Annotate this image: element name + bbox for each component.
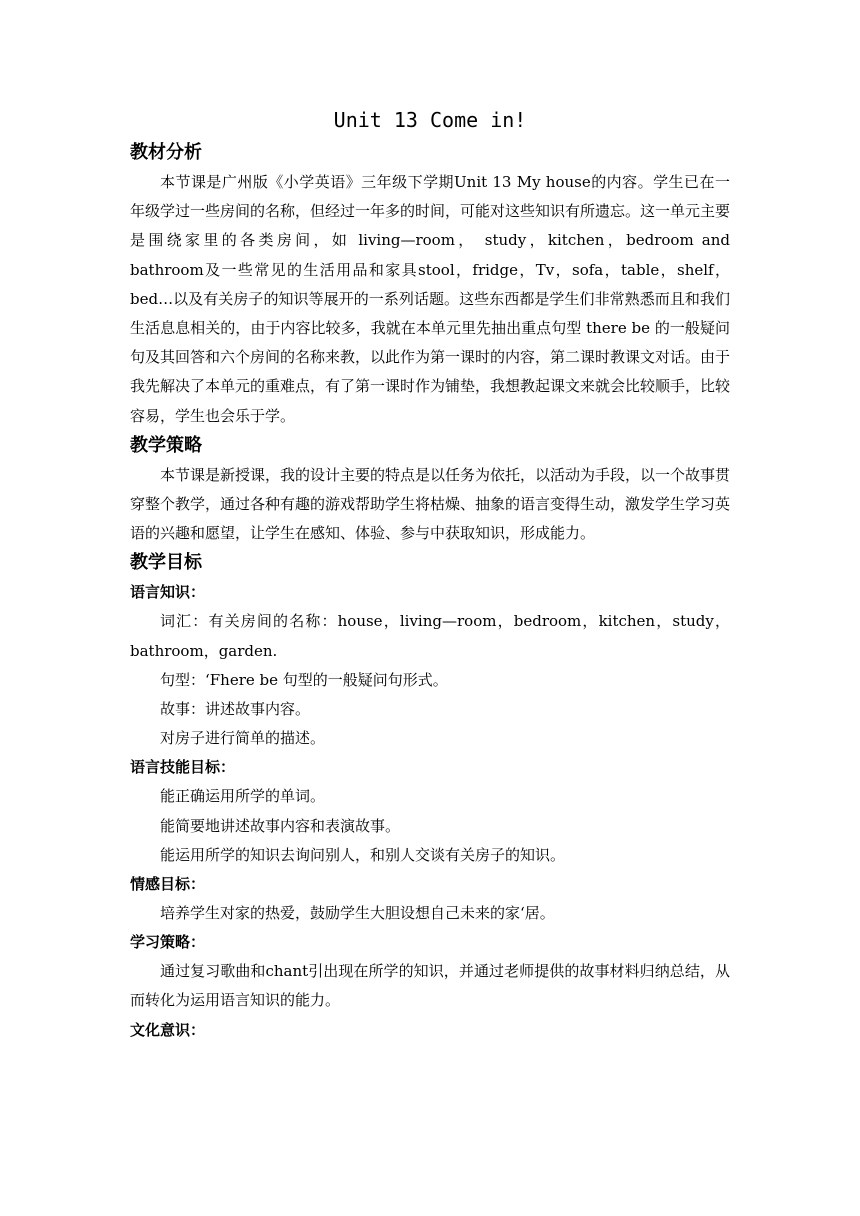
skill-goal-item: 能运用所学的知识去询问别人，和别人交谈有关房子的知识。 (160, 845, 566, 864)
document-page (130, 102, 730, 1045)
document-title: Unit 13 Come in! (333, 108, 527, 132)
subheading-culture: 文化意识： (130, 1020, 206, 1039)
story-line: 故事：讲述故事内容。 (160, 700, 311, 719)
subheading-language-knowledge: 语言知识： (130, 583, 206, 602)
skill-goal-item: 能正确运用所学的单词。 (160, 787, 326, 806)
section-heading-strategy: 教学策略 (130, 434, 202, 456)
subheading-emotion-goals: 情感目标： (130, 875, 206, 894)
section-heading-objectives: 教学目标 (130, 552, 202, 574)
section-heading-analysis: 教材分析 (130, 142, 202, 163)
describe-house-line: 对房子进行简单的描述。 (160, 729, 326, 748)
skill-goal-item: 能简要地讲述故事内容和表演故事。 (160, 816, 401, 835)
sentence-pattern-line: 句型：‘Fhere be 句型的一般疑问句形式。 (160, 670, 448, 689)
emotion-goal-line: 培养学生对家的热爱，鼓励学生大胆设想自己未来的家‘居。 (160, 904, 555, 923)
subheading-skill-goals: 语言技能目标： (130, 758, 236, 777)
analysis-paragraph: 本节课是广州版《小学英语》三年级下学期Unit 13 My house的内容。学生已在一年级学过一些房间的名称，但经过一年多的时间，可能对这些知识有所遗忘。这一单元主要是围绕家里的各类房间，如 living—room， study，kitchen，bedroom and bathroom及一些常见的生活用品和家具stool，fridge，Tv，sofa，table，shelf，bed…以及有关房子的知识等展开的一系列话题。这些东西都是学生们非常熟悉而且和我们生活息息相关的，由于内容比较多，我就在本单元里先抽出重点句型 there be 的一般疑问句及其回答和六个房间的名称来教，以此作为第一课时的内容，第二课时教课文对话。由于我先解决了本单元的重难点，有了第一课时作为铺垫，我想教起课文来就会比较顺手，比较容易，学生也会乐于学。 (130, 173, 731, 425)
subheading-learning-strategy: 学习策略： (130, 933, 206, 952)
learning-strategy-paragraph: 通过复习歌曲和chant引出现在所学的知识，并通过老师提供的故事材料归纳总结，从而转化为运用语言知识的能力。 (130, 962, 730, 1010)
strategy-paragraph: 本节课是新授课，我的设计主要的特点是以任务为依托，以活动为手段，以一个故事贯穿整个教学，通过各种有趣的游戏帮助学生将枯燥、抽象的语言变得生动，激发学生学习英语的兴趣和愿望，让学生在感知、体验、参与中获取知识，形成能力。 (130, 465, 731, 543)
vocabulary-paragraph: 词汇：有关房间的名称：house，living—room，bedroom，kitchen，study，bathroom，garden. (130, 612, 730, 660)
